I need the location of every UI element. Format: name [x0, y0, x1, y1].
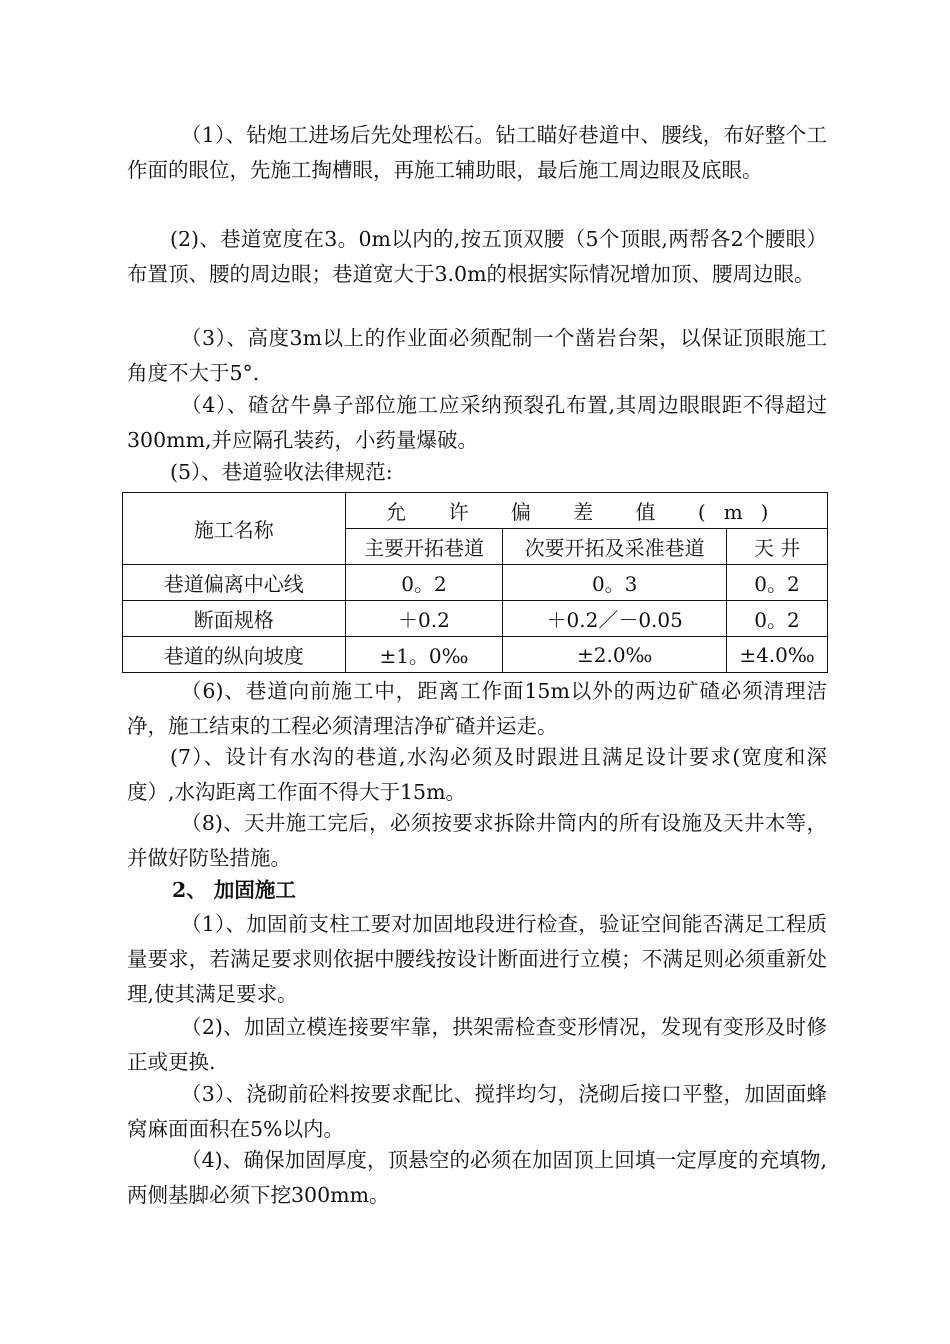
table-cell: ＋0.2	[345, 601, 503, 637]
paragraph-11: （3）、浇砌前砼料按要求配比、搅拌均匀，浇砌后接口平整，加固面蜂窝麻面面积在5%以内。	[127, 1082, 827, 1141]
table-header-group-label: 允 许 偏 差 值 (m)	[386, 500, 787, 524]
table-cell-name: 巷道偏离中心线	[123, 565, 346, 601]
table-subheader: 次要开拓及采准巷道	[503, 529, 727, 565]
paragraph-7: (7）、设计有水沟的巷道,水沟必须及时跟进且满足设计要求(宽度和深度）,水沟距离工作面不得大于15m。	[127, 745, 827, 804]
table-row	[123, 637, 828, 673]
table-cell: ±4.0‰	[727, 637, 828, 673]
paragraph-1: （1）、钻炮工进场后先处理松石。钻工瞄好巷道中、腰线，布好整个工作面的眼位，先施工掏槽眼，再施工辅助眼，最后施工周边眼及底眼。	[127, 123, 827, 182]
section-heading: 2、 加固施工	[172, 878, 296, 902]
table-subheader: 主要开拓巷道	[345, 529, 503, 565]
paragraph-6: （6)、巷道向前施工中，距离工作面15m以外的两边矿碴必须清理洁净，施工结束的工程必须清理洁净矿碴并运走。	[127, 679, 827, 738]
table-cell-name: 巷道的纵向坡度	[123, 637, 346, 673]
paragraph-8: （8)、天井施工完后，必须按要求拆除井筒内的所有设施及天井木等，并做好防坠措施。	[127, 811, 827, 870]
table-row	[123, 565, 828, 601]
table-cell: ±1。0‰	[345, 637, 503, 673]
table-header-name: 施工名称	[123, 493, 346, 565]
paragraph-12: （4)、确保加固厚度，顶悬空的必须在加固顶上回填一定厚度的充填物,两侧基脚必须下挖300mm。	[127, 1148, 827, 1207]
table-cell: 0。2	[727, 601, 828, 637]
table-cell: 0。2	[345, 565, 503, 601]
table-cell: 0。2	[727, 565, 828, 601]
table-header-group	[345, 493, 827, 529]
table-cell: ＋0.2／－0.05	[503, 601, 727, 637]
paragraph-2: (2)、巷道宽度在3。0m以内的,按五顶双腰（5个顶眼,两帮各2个腰眼）布置顶、腰的周边眼；巷道宽大于3.0m的根据实际情况增加顶、腰周边眼。	[127, 227, 827, 286]
table-cell: 0。3	[503, 565, 727, 601]
paragraph-5: (5）、巷道验收法律规范:	[170, 460, 393, 484]
table-subheader: 天 井	[727, 529, 828, 565]
paragraph-3: （3）、高度3m以上的作业面必须配制一个凿岩台架，以保证顶眼施工角度不大于5°.	[127, 326, 827, 385]
paragraph-10: （2)、加固立模连接要牢靠，拱架需检查变形情况，发现有变形及时修正或更换.	[127, 1015, 827, 1074]
table-cell-name: 断面规格	[123, 601, 346, 637]
table-row	[123, 601, 828, 637]
paragraph-4: （4）、碴岔牛鼻子部位施工应采纳预裂孔布置,其周边眼眼距不得超过300mm,并应隔孔装药，小药量爆破。	[127, 393, 827, 452]
deviation-table	[122, 492, 828, 673]
table-cell: ±2.0‰	[503, 637, 727, 673]
paragraph-9: （1）、加固前支柱工要对加固地段进行检查，验证空间能否满足工程质量要求，若满足要求则依据中腰线按设计断面进行立模；不满足则必须重新处理,使其满足要求。	[127, 912, 827, 1006]
